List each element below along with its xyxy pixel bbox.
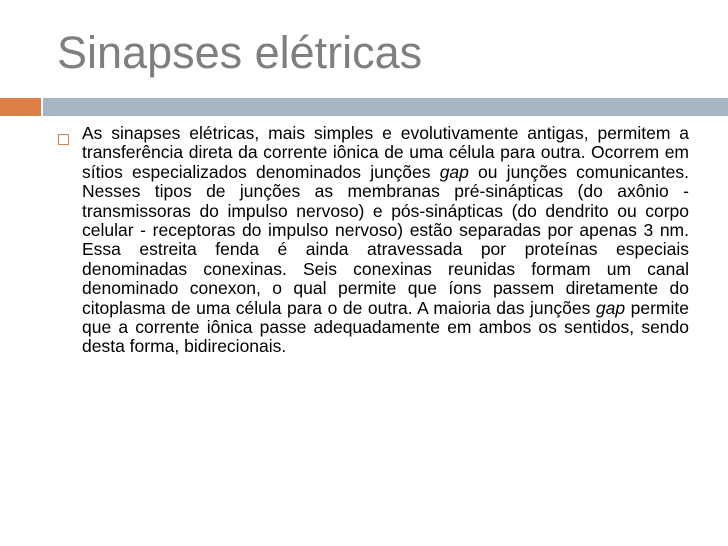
square-bullet-icon bbox=[58, 134, 69, 145]
title-accent-bar-gray bbox=[43, 98, 728, 116]
paragraph-text-1: As sinapses elétricas, mais simples e evolutivamente antigas, permitem a transferência direta da corrente iônica de uma célula para outra. Ocorrem em sítios especializados denominados junções bbox=[82, 123, 689, 182]
slide-title: Sinapses elétricas bbox=[57, 27, 423, 78]
gap-term-1: gap bbox=[439, 161, 469, 182]
gap-term-2: gap bbox=[595, 297, 626, 318]
title-accent-bar-orange bbox=[0, 98, 41, 116]
paragraph-text-2: ou junções comunicantes. Nesses tipos de junções as membranas pré-sinápticas (do axônio - transmissoras do impulso nervoso) e pós-sinápticas (do dendrito ou corpo celular - receptoras do impulso nervoso) estão separadas por apenas 3 nm. Essa estreita fenda é ainda atravessada por proteínas especiais denominadas conexinas. Seis conexinas reunidas formam um canal denominado conexon, o qual permite que íons passem diretamente do citoplasma de uma célula para o de outra. A maioria das junções bbox=[82, 161, 689, 318]
bullet-paragraph bbox=[82, 124, 689, 357]
paragraph-text-3: permite que a corrente iônica passe adequadamente em ambos os sentidos, sendo desta forma, bidirecionais. bbox=[82, 297, 689, 357]
